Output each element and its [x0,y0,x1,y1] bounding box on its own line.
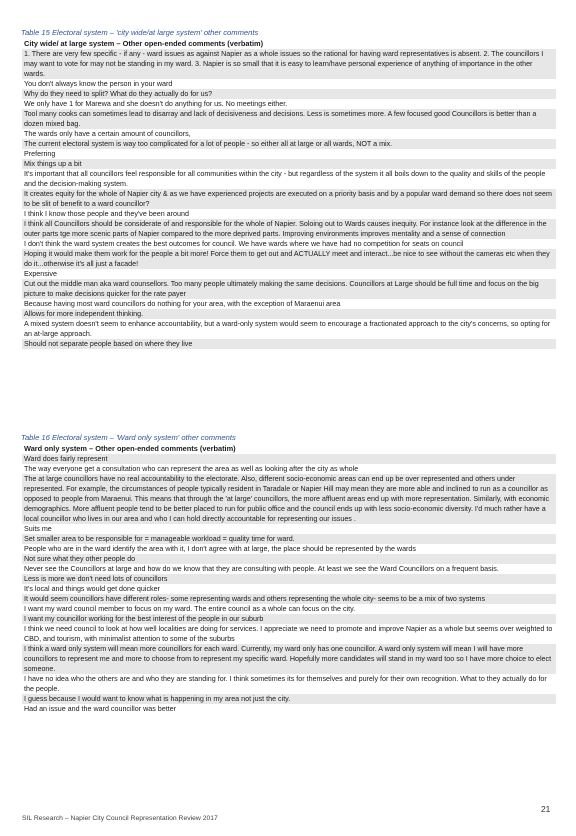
table-row: Why do they need to split? What do they actually do for us? [22,89,556,99]
table-row: Never see the Councillors at large and how do we know that they are consulting with people. At least we see the Ward Councillors on a frequent basis. [22,564,556,574]
table-row: Mix things up a bit [22,159,556,169]
table-row: It would seem councillors have different roles- some representing wards and others representing the whole city- seems to be a mix of two systems [22,594,556,604]
table-row: Set smaller area to be responsible for = manageable workload = quality time for ward. [22,534,556,544]
table-row: Should not separate people based on where they live [22,339,556,349]
table-row: Had an issue and the ward councillor was better [22,704,556,714]
table-row: Expensive [22,269,556,279]
table15-body [22,49,556,349]
table-row: Not sure what they other people do [22,554,556,564]
table-row: We only have 1 for Marewa and she doesn't do anything for us. No meetings either. [22,99,556,109]
table15-caption: Table 15 Electoral system – 'city wide/at large system' other comments [21,28,259,37]
table16-caption: Table 16 Electoral system – 'Ward only system' other comments [21,433,236,442]
table-row: Less is more we don't need lots of councillors [22,574,556,584]
table-row: The wards only have a certain amount of councillors, [22,129,556,139]
table16-body [22,454,556,714]
table16-header: Ward only system – Other open-ended comments (verbatim) [24,444,236,453]
table-row: I think all Councillors should be considerate of and responsible for the whole of Napier. Soloing out to Wards causes inequity. For instance look at the difference in the outer parts tge more scenic parts of Napier compared to the more deprived parts. Improving environments improves mentality and a sense of connection [22,219,556,239]
page-number: 21 [541,804,551,814]
table-row: I think I know those people and they've been around [22,209,556,219]
table-row: It's local and things would get done quicker [22,584,556,594]
table-row: I guess because I would want to know what is happening in my area not just the city. [22,694,556,704]
table-row: People who are in the ward identify the area with it, I don't agree with at large, the place should be represented by the wards [22,544,556,554]
table-row: I want my councillor working for the best interest of the people in our suburb [22,614,556,624]
table-row: I think we need council to look at how well localities are doing for services. I appreciate we need to promote and improve Napier as a whole but seems over weighted to CBD, and tourism, with minimalist attention to some of the suburbs [22,624,556,644]
table-row: I don't think the ward system creates the best outcomes for council. We have wards where we have had no competition for seats on council [22,239,556,249]
table-row: It's important that all councillors feel responsible for all communities within the city - but regardless of the system it all boils down to the quality and skills of the people and the decision-making system. [22,169,556,189]
table-row: 1. There are very few specific - if any - ward issues as against Napier as a whole issues so the rational for having ward representatives is absent. 2. The councillors I may want to vote for may not be standing in my ward. 3. Napier is so small that it is easy to learn/have personal experience of anything of importance in the other wards. [22,49,556,79]
table-row: The way everyone get a consultation who can represent the area as well as looking after the city as whole [22,464,556,474]
table-row: Because having most ward councillors do nothing for your area, with the exception of Maraenui area [22,299,556,309]
footer-text: SIL Research – Napier City Council Representation Review 2017 [22,815,218,822]
table-row: Ward does fairly represent [22,454,556,464]
table-row: Suits me [22,524,556,534]
table15-header: City wide/ at large system – Other open-ended comments (verbatim) [24,39,264,48]
table-row: Tool many cooks can sometimes lead to disarray and lack of decisiveness and decisions. Less is sometimes more. A few focused good Councillors is better than a dozen mixed bag. [22,109,556,129]
table-row: I have no idea who the others are and who they are standing for. I think sometimes its for themselves and purely for their own recognition. What to they actually do for the people. [22,674,556,694]
table-row: Hoping it would make them work for the people a bit more! Force them to get out and ACTUALLY meet and interact...be nice to see without the cameras etc when they do it...otherwise it's all just a facade! [22,249,556,269]
table-row: The at large councillors have no real accountability to the electorate. Also, different socio-economic areas can end up be over represented and others under represented. For example, the circumstances of people typically resident in Taradale or Napier Hill may mean they are more able and inclined to run as a councillor as opposed to people from Maraenui. This means that through the 'at large' councillors, the more affluent areas end up with more representation. Similarly, with economic demographics. More affluent people tend to be better placed to run for public office and the council ends up with less socio-economic diversity. I'd much rather have a local councillor who lives in our area and who I can hold directly accountable for representing our issues . [22,474,556,524]
table-row: Allows for more independent thinking. [22,309,556,319]
table-row: I think a ward only system will mean more councillors for each ward. Currently, my ward only has one councillor. A ward only system will mean I will have more councillors to represent me and more to choose from to represent my specific ward. Hopefully more candidates will stand in my ward too so I have more choice to elect someone. [22,644,556,674]
table-row: A mixed system doesn't seem to enhance accountability, but a ward-only system would seem to encourage a fractionated approach to the city's concerns, so opting for an at-large approach. [22,319,556,339]
table-row: The current electoral system is way too complicated for a lot of people - so either all at large or all wards, NOT a mix. [22,139,556,149]
table-row: Preferring [22,149,556,159]
table15 [22,39,556,349]
table-row: I want my ward council member to focus on my ward. The entire council as a whole can focus on the city. [22,604,556,614]
table-row: You don't always know the person in your ward [22,79,556,89]
table16 [22,444,556,714]
table-row: It creates equity for the whole of Napier city & as we have experienced projects are executed on a priority basis and by a popular ward demand so there does not seem to be slit of benefit to a ward councillor? [22,189,556,209]
table-row: Cut out the middle man aka ward counsellors. Too many people ultimately making the same decisions. Councillors at Large should be full time and focus on the big picture to make decisions quicker for the rate payer [22,279,556,299]
